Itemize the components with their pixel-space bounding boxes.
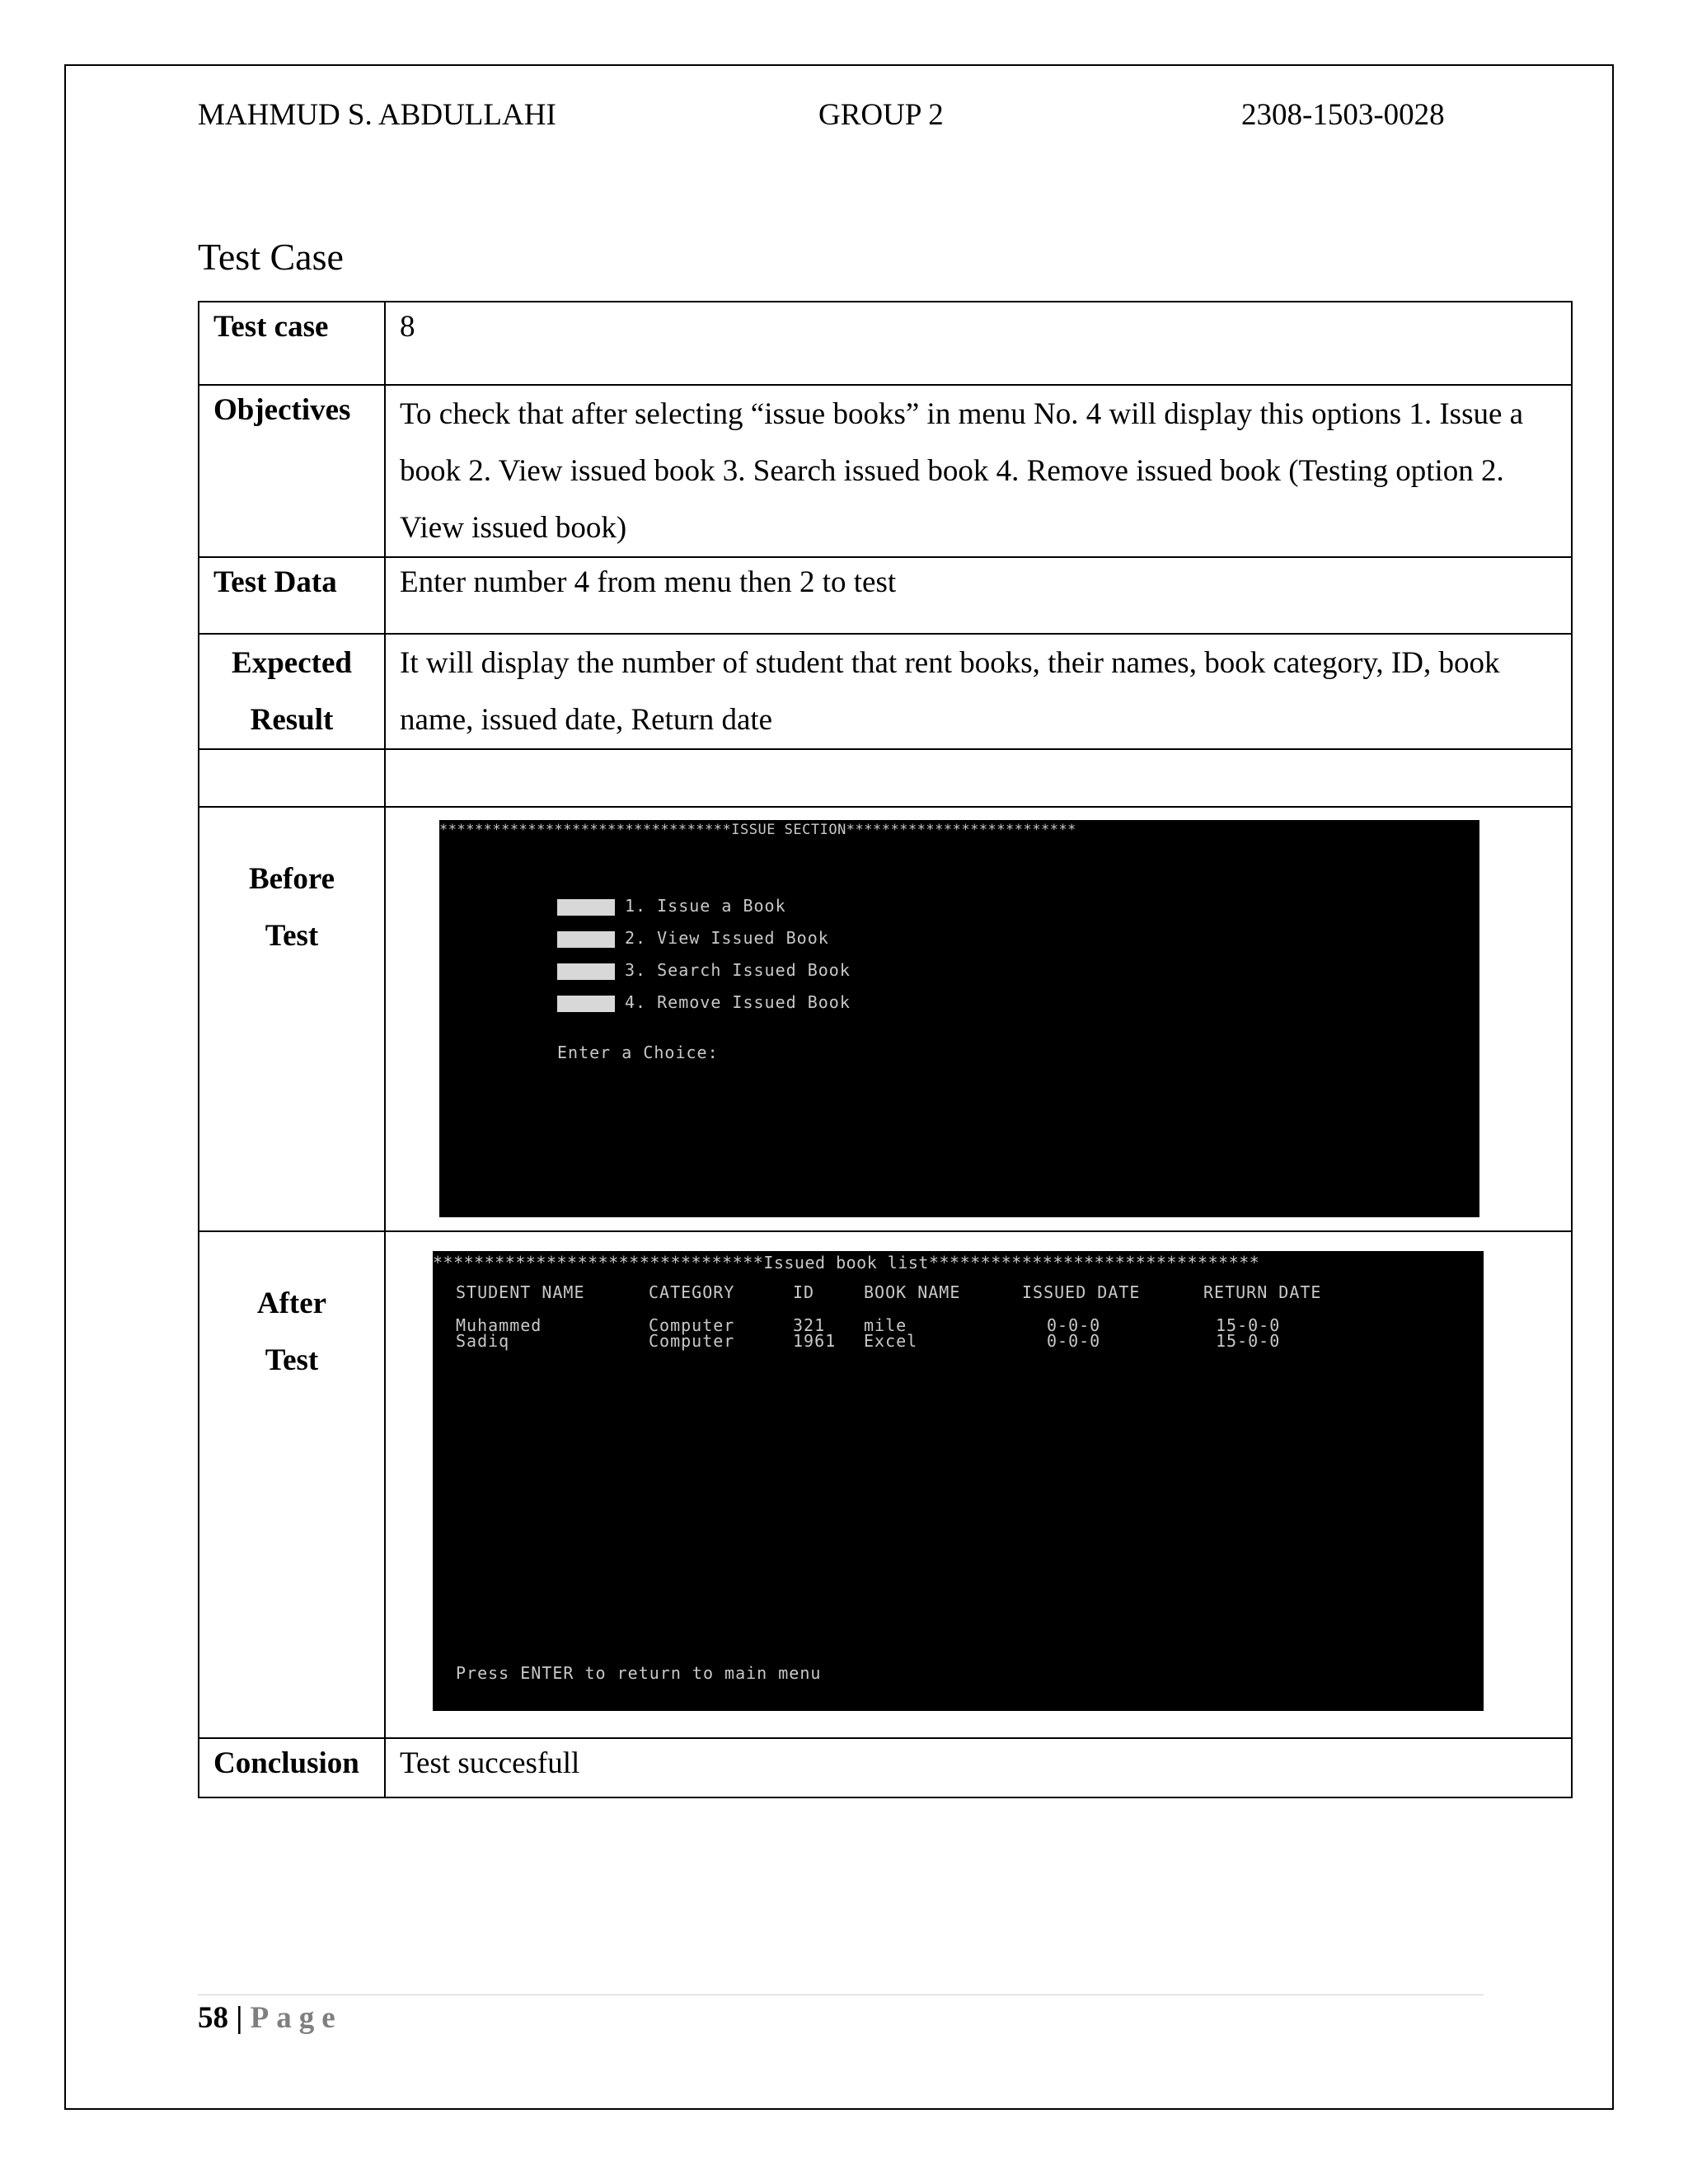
after-test-console bbox=[433, 1251, 1484, 1711]
menu-bar-icon bbox=[557, 963, 615, 980]
label-before-line1: Before bbox=[248, 862, 335, 896]
menu-item-label: 2. View Issued Book bbox=[625, 928, 829, 948]
blank-cell-left bbox=[199, 749, 385, 807]
label-expected-line2: Result bbox=[250, 703, 334, 737]
cell-id: 1961 bbox=[793, 1331, 837, 1351]
menu-bar-icon bbox=[557, 996, 615, 1012]
cell-return-date: 15-0-0 bbox=[1216, 1331, 1281, 1351]
row-test-data bbox=[199, 557, 1572, 634]
header-student-id: 2308-1503-0028 bbox=[1241, 98, 1445, 132]
before-test-screenshot-cell bbox=[385, 807, 1572, 1231]
label-after-test bbox=[199, 1231, 385, 1738]
value-conclusion: Test succesfull bbox=[385, 1738, 1572, 1797]
footer-separator: | bbox=[236, 2001, 243, 2035]
cell-student-name: Sadiq bbox=[456, 1331, 510, 1351]
label-after-line2: Test bbox=[265, 1343, 319, 1377]
label-test-case: Test case bbox=[199, 302, 385, 385]
after-test-screenshot-cell bbox=[385, 1231, 1572, 1738]
cell-issued-date: 0-0-0 bbox=[1047, 1315, 1101, 1335]
menu-bar-icon bbox=[557, 899, 615, 916]
menu-item-search-issued bbox=[557, 960, 851, 980]
value-objectives: To check that after selecting “issue books” in menu No. 4 will display this options 1. Issue a book 2. View issued book 3. Search issued book 4. Remove issued book (Testing option 2. View issued book) bbox=[385, 385, 1572, 557]
menu-item-view-issued bbox=[557, 928, 829, 948]
cell-category: Computer bbox=[649, 1331, 735, 1351]
cell-book-name: Excel bbox=[864, 1331, 918, 1351]
page-number: 58 bbox=[198, 2001, 228, 2035]
page-footer bbox=[198, 2000, 343, 2036]
col-issued-date: ISSUED DATE bbox=[1022, 1282, 1141, 1302]
value-expected-result: It will display the number of student that rent books, their names, book category, ID, book name, issued date, Return date bbox=[385, 634, 1572, 749]
label-before-test bbox=[199, 807, 385, 1231]
footer-divider bbox=[198, 1994, 1484, 1995]
choice-prompt: Enter a Choice: bbox=[557, 1043, 719, 1062]
label-expected-line1: Expected bbox=[232, 646, 352, 680]
menu-item-label: 4. Remove Issued Book bbox=[625, 992, 851, 1012]
menu-bar-icon bbox=[557, 931, 615, 948]
menu-item-issue-book bbox=[557, 896, 786, 916]
label-objectives: Objectives bbox=[199, 385, 385, 557]
row-conclusion bbox=[199, 1738, 1572, 1797]
col-return-date: RETURN DATE bbox=[1203, 1282, 1322, 1302]
cell-issued-date: 0-0-0 bbox=[1047, 1331, 1101, 1351]
label-expected-result bbox=[199, 634, 385, 749]
section-title: Test Case bbox=[198, 236, 344, 278]
cell-return-date: 15-0-0 bbox=[1216, 1315, 1281, 1335]
row-after-test bbox=[199, 1231, 1572, 1738]
issued-list-banner: ********************************Issued book list******************************** bbox=[433, 1253, 1260, 1272]
blank-cell-right bbox=[385, 749, 1572, 807]
header-group: GROUP 2 bbox=[818, 98, 944, 132]
header-author-name: MAHMUD S. ABDULLAHI bbox=[198, 98, 556, 132]
cell-category: Computer bbox=[649, 1315, 735, 1335]
value-test-data: Enter number 4 from menu then 2 to test bbox=[385, 557, 1572, 634]
press-enter-message: Press ENTER to return to main menu bbox=[456, 1663, 822, 1683]
test-case-table bbox=[198, 301, 1573, 1798]
cell-student-name: Muhammed bbox=[456, 1315, 542, 1335]
issue-section-banner: *********************************ISSUE SECTION************************** bbox=[439, 822, 1076, 838]
col-category: CATEGORY bbox=[649, 1282, 735, 1302]
col-id: ID bbox=[793, 1282, 815, 1302]
value-test-case: 8 bbox=[385, 302, 1572, 385]
row-before-test bbox=[199, 807, 1572, 1231]
row-expected-result bbox=[199, 634, 1572, 749]
menu-item-remove-issued bbox=[557, 992, 851, 1012]
cell-id: 321 bbox=[793, 1315, 826, 1335]
menu-item-label: 3. Search Issued Book bbox=[625, 960, 851, 980]
before-test-console bbox=[439, 820, 1479, 1217]
col-student-name: STUDENT NAME bbox=[456, 1282, 585, 1302]
label-test-data: Test Data bbox=[199, 557, 385, 634]
col-book-name: BOOK NAME bbox=[864, 1282, 961, 1302]
cell-book-name: mile bbox=[864, 1315, 907, 1335]
label-conclusion: Conclusion bbox=[199, 1738, 385, 1797]
label-before-line2: Test bbox=[265, 919, 319, 953]
menu-item-label: 1. Issue a Book bbox=[625, 896, 786, 916]
label-after-line1: After bbox=[256, 1286, 327, 1320]
row-objectives bbox=[199, 385, 1572, 557]
page-word: Page bbox=[250, 2001, 343, 2035]
row-test-case bbox=[199, 302, 1572, 385]
row-blank bbox=[199, 749, 1572, 807]
